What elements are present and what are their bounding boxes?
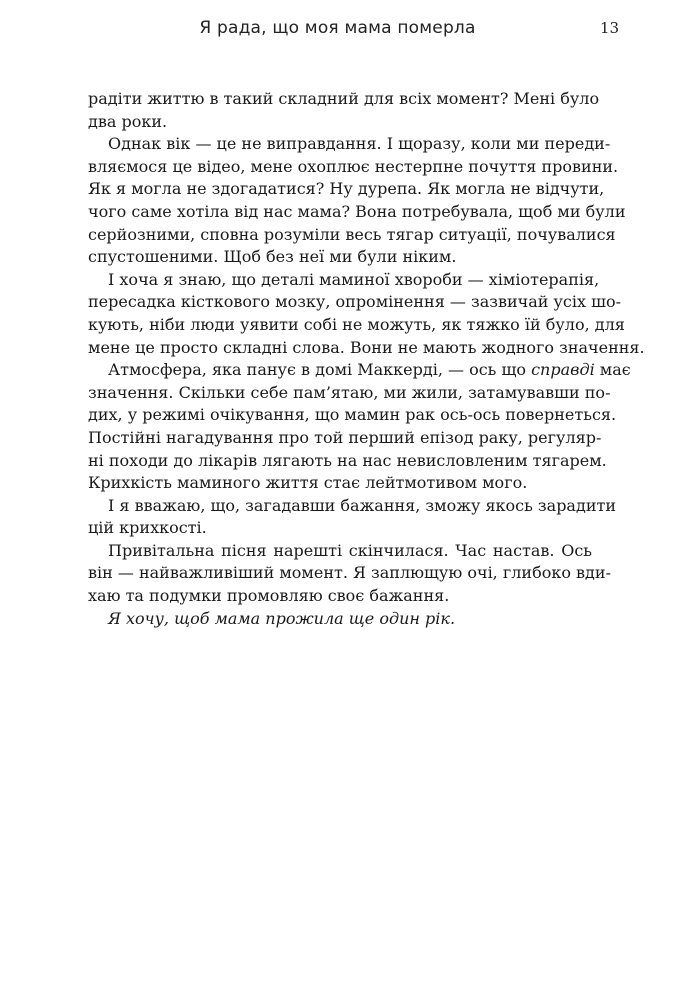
text-segment: кують, ніби люди уявити собі не можуть, як тяжко їй було, для (88, 314, 625, 334)
text-segment: значення. Скільки себе пам’ятаю, ми жили, затамувавши по- (88, 382, 611, 402)
text-line (88, 291, 622, 314)
text-line (88, 382, 611, 405)
text-segment: Постійні нагадування про той перший епізод раку, регуляр- (88, 427, 602, 447)
text-line (88, 201, 626, 224)
text-segment: мене це просто складні слова. Вони не мають жодного значення. (88, 337, 645, 357)
text-line (88, 337, 645, 360)
text-segment: радіти життю в такий складний для всіх момент? Мені було (88, 89, 600, 108)
text-segment: І я вважаю, що, загадавши бажання, зможу якось зарадити (108, 495, 616, 515)
text-segment: Привітальна пісня нарешті скінчилася. Час настав. Ось (108, 540, 592, 560)
text-segment: два роки. (88, 111, 168, 131)
paragraph (88, 540, 611, 608)
paragraph (88, 608, 592, 631)
text-line (88, 472, 592, 495)
paragraph (88, 88, 600, 133)
text-line (88, 450, 607, 473)
text-line (88, 427, 602, 450)
text-line (88, 404, 617, 427)
running-title: Я рада, що моя мама померла (199, 18, 476, 38)
text-line (88, 178, 605, 201)
text-segment: Однак вік — це не виправдання. І щоразу, коли ми переди- (108, 134, 611, 154)
text-line (88, 495, 616, 518)
text-line (88, 540, 592, 563)
text-line (88, 246, 592, 269)
text-line (88, 585, 592, 608)
page-header (0, 18, 675, 44)
paragraph (88, 269, 645, 359)
text-line (88, 562, 611, 585)
text-segment: пересадка кісткового мозку, опромінення — зазвичай усіх шо- (88, 292, 622, 312)
text-segment: дих, у режимі очікування, що мамин рак ось-ось повернеться. (88, 405, 617, 425)
paragraph (88, 133, 626, 269)
text-line (88, 156, 619, 179)
page-number: 13 (600, 19, 620, 37)
text-line (88, 269, 600, 292)
text-line (88, 359, 631, 382)
text-line (88, 133, 611, 156)
text-line (88, 88, 600, 111)
text-line (88, 224, 616, 247)
text-line (88, 314, 625, 337)
text-line (88, 608, 592, 631)
text-line (88, 111, 592, 134)
text-segment: має (594, 360, 631, 380)
text-segment: Атмосфера, яка панує в домі Маккерді, — ось що (108, 360, 532, 380)
paragraph (88, 359, 631, 495)
text-segment: Як я могла не здогадатися? Ну дурепа. Як могла не відчути, (88, 179, 605, 199)
text-segment: хаю та подумки промовляю своє бажання. (88, 586, 450, 606)
text-segment: спустошеними. Щоб без неї ми були ніким. (88, 247, 457, 267)
text-line (88, 517, 592, 540)
text-segment: серйозними, сповна розуміли весь тягар ситуації, почувалися (88, 224, 616, 244)
italic-text: Я хочу, щоб мама прожила ще один рік. (108, 608, 456, 628)
text-segment: чого саме хотіла від нас мама? Вона потребувала, щоб ми були (88, 201, 626, 221)
text-segment: І хоча я знаю, що деталі маминої хвороби — хіміотерапія, (108, 269, 600, 289)
text-segment: ні походи до лікарів лягають на нас невисловленим тягарем. (88, 450, 607, 470)
paragraph (88, 495, 616, 540)
page-body-text (88, 88, 645, 630)
text-segment: вляємося це відео, мене охоплює нестерпне почуття провини. (88, 156, 619, 176)
text-segment: цій крихкості. (88, 518, 207, 538)
italic-text: справді (531, 360, 595, 380)
text-segment: Крихкість маминого життя стає лейтмотивом мого. (88, 473, 528, 493)
text-segment: він — найважливіший момент. Я заплющую очі, глибоко вди- (88, 563, 611, 583)
